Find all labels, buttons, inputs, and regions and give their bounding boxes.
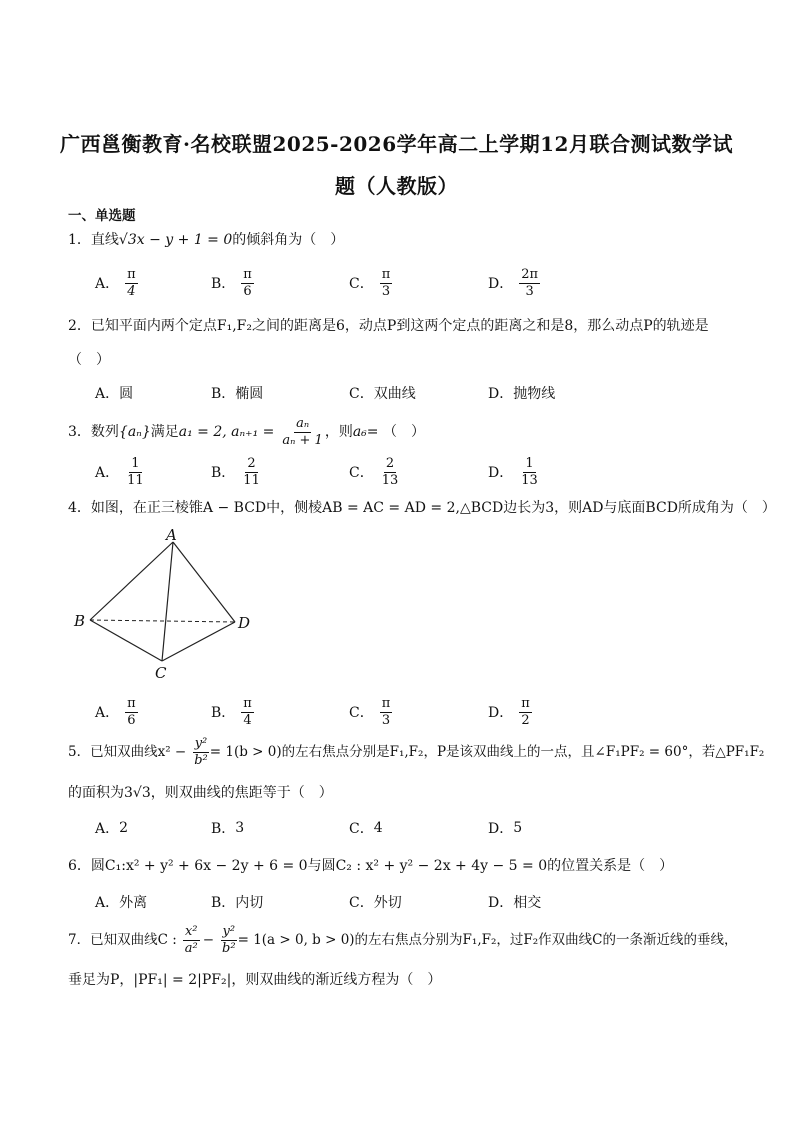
option-label: B． bbox=[211, 821, 236, 837]
denominator: 4 bbox=[127, 283, 136, 299]
denominator: 4 bbox=[243, 712, 252, 728]
numerator: π bbox=[521, 695, 530, 711]
q4-option-b[interactable] bbox=[211, 692, 254, 732]
q3-end: = （ ） bbox=[366, 424, 425, 440]
option-text: 3 bbox=[235, 820, 245, 836]
denominator: b² bbox=[194, 752, 208, 768]
q5-fraction bbox=[192, 736, 210, 769]
q7-text-b: = 1(a > 0, b > 0)的左右焦点分别为F₁,F₂，过F₂作双曲线C的一条渐近线的垂线， bbox=[237, 932, 738, 948]
fraction bbox=[380, 456, 401, 489]
denominator: 3 bbox=[525, 283, 534, 299]
q2-option-a[interactable] bbox=[95, 373, 133, 413]
option-label: B． bbox=[211, 386, 236, 402]
question-1 bbox=[68, 228, 728, 252]
q3-option-d[interactable] bbox=[488, 452, 540, 492]
option-text: 5 bbox=[513, 820, 523, 836]
q1-expression: √3x − y + 1 = 0 bbox=[118, 232, 233, 248]
question-4: 4．如图，在正三棱锥A − BCD中，侧棱AB = AC = AD = 2,△BCD边长为3，则AD与底面BCD所成角为（ ） bbox=[68, 500, 776, 516]
edge-bd-hidden bbox=[90, 620, 235, 622]
option-label: D． bbox=[488, 821, 514, 837]
option-label: A． bbox=[95, 276, 120, 292]
vertex-d-label: D bbox=[238, 614, 251, 632]
q7-text-a: 7．已知双曲线C : bbox=[68, 932, 177, 948]
denominator: 6 bbox=[243, 283, 252, 299]
option-label: A． bbox=[95, 465, 120, 481]
option-label: D． bbox=[488, 386, 514, 402]
q2-option-b[interactable] bbox=[211, 373, 263, 413]
option-label: A． bbox=[95, 895, 120, 911]
denominator: 13 bbox=[521, 472, 538, 488]
q2-option-d[interactable] bbox=[488, 373, 555, 413]
q3-expression: a₁ = 2, aₙ₊₁ = bbox=[178, 424, 275, 440]
numerator: 2 bbox=[385, 455, 395, 471]
option-text: 内切 bbox=[235, 895, 264, 911]
edge-cd bbox=[162, 622, 235, 661]
option-label: A． bbox=[95, 821, 120, 837]
fraction bbox=[519, 696, 532, 729]
denominator: aₙ + 1 bbox=[282, 432, 323, 448]
q2-option-c[interactable] bbox=[349, 373, 416, 413]
option-label: D． bbox=[488, 705, 514, 721]
numerator: y² bbox=[222, 923, 236, 939]
fraction bbox=[241, 696, 254, 729]
numerator: π bbox=[381, 266, 391, 282]
option-label: D． bbox=[488, 895, 514, 911]
option-text: 2 bbox=[119, 820, 129, 836]
edge-bc bbox=[90, 620, 162, 661]
question-3 bbox=[68, 414, 728, 450]
option-text: 4 bbox=[373, 820, 383, 836]
exam-title-line2: 题（人教版） bbox=[335, 174, 458, 198]
vertex-b-label: B bbox=[74, 612, 86, 630]
q5-text-b: = 1(b > 0)的左右焦点分别是F₁,F₂，P是该双曲线上的一点，且∠F₁PF₂ = 60°，若△PF₁F₂ bbox=[209, 744, 765, 760]
numerator: y² bbox=[194, 735, 208, 751]
fraction bbox=[380, 696, 393, 729]
q6-option-a[interactable] bbox=[95, 882, 147, 922]
option-text: 圆 bbox=[119, 386, 134, 402]
numerator: x² bbox=[184, 923, 198, 939]
option-label: C． bbox=[349, 705, 374, 721]
fraction bbox=[241, 267, 254, 300]
denominator: 6 bbox=[127, 712, 136, 728]
option-text: 外离 bbox=[119, 895, 148, 911]
fraction bbox=[380, 267, 393, 300]
numerator: π bbox=[381, 695, 391, 711]
option-label: C． bbox=[349, 821, 374, 837]
fraction bbox=[125, 456, 146, 489]
fraction bbox=[125, 696, 138, 729]
denominator: 11 bbox=[127, 472, 144, 488]
option-label: C． bbox=[349, 276, 374, 292]
q1-option-d[interactable] bbox=[488, 263, 540, 303]
denominator: a² bbox=[184, 940, 198, 956]
q5-option-a[interactable] bbox=[95, 808, 128, 848]
q6-option-b[interactable] bbox=[211, 882, 263, 922]
question-2-line1: 2．已知平面内两个定点F₁,F₂之间的距离是6，动点P到这两个定点的距离之和是8，那么动点P的轨迹是 bbox=[68, 318, 709, 334]
tetrahedron-figure bbox=[68, 528, 268, 683]
numerator: 2π bbox=[521, 266, 539, 282]
q1-option-c[interactable] bbox=[349, 263, 392, 303]
question-2-line2: （ ） bbox=[68, 352, 110, 368]
q1-option-b[interactable] bbox=[211, 263, 254, 303]
q6-option-c[interactable] bbox=[349, 882, 402, 922]
q3-option-b[interactable] bbox=[211, 452, 262, 492]
q1-option-a[interactable] bbox=[95, 263, 138, 303]
q3-sequence: {aₙ} bbox=[118, 424, 151, 440]
numerator: 1 bbox=[525, 455, 534, 471]
q3-text: 满足 bbox=[150, 424, 179, 440]
numerator: π bbox=[243, 266, 252, 282]
vertex-c-label: C bbox=[155, 664, 167, 682]
q5-option-b[interactable] bbox=[211, 808, 244, 848]
option-label: C． bbox=[349, 465, 374, 481]
q5-option-d[interactable] bbox=[488, 808, 522, 848]
question-5-line2: 的面积为3√3，则双曲线的焦距等于（ ） bbox=[68, 785, 333, 801]
denominator: b² bbox=[222, 940, 236, 956]
denominator: 11 bbox=[243, 472, 260, 488]
question-7-line2: 垂足为P，|PF₁| = 2|PF₂|，则双曲线的渐近线方程为（ ） bbox=[68, 972, 442, 988]
option-label: D． bbox=[488, 276, 514, 292]
q3-tail: ，则 bbox=[324, 424, 353, 440]
denominator: 3 bbox=[381, 283, 391, 299]
option-text: 椭圆 bbox=[235, 386, 264, 402]
question-7-line1 bbox=[68, 922, 738, 958]
denominator: 2 bbox=[521, 712, 530, 728]
numerator: π bbox=[127, 695, 136, 711]
denominator: 13 bbox=[381, 472, 399, 488]
option-label: D． bbox=[488, 465, 514, 481]
q3-option-a[interactable] bbox=[95, 452, 146, 492]
q3-target: a₆ bbox=[352, 424, 367, 440]
fraction bbox=[125, 267, 138, 300]
option-label: A． bbox=[95, 386, 120, 402]
q5-option-c[interactable] bbox=[349, 808, 383, 848]
question-6: 6．圆C₁:x² + y² + 6x − 2y + 6 = 0与圆C₂ : x² + y² − 2x + 4y − 5 = 0的位置关系是（ ） bbox=[68, 858, 674, 874]
vertex-a-label: A bbox=[166, 528, 177, 544]
option-label: B． bbox=[211, 895, 236, 911]
option-label: C． bbox=[349, 895, 374, 911]
option-text: 相交 bbox=[513, 895, 542, 911]
q7-fraction-2 bbox=[220, 924, 238, 957]
option-label: B． bbox=[211, 705, 236, 721]
option-label: B． bbox=[211, 465, 236, 481]
denominator: 3 bbox=[381, 712, 391, 728]
numerator: 2 bbox=[247, 455, 256, 471]
q5-text-a: 5．已知双曲线x² − bbox=[68, 744, 187, 760]
option-text: 抛物线 bbox=[513, 386, 556, 402]
q4-option-c[interactable] bbox=[349, 692, 392, 732]
option-label: A． bbox=[95, 705, 120, 721]
q1-number: 1．直线 bbox=[68, 232, 119, 248]
q3-option-c[interactable] bbox=[349, 452, 400, 492]
fraction bbox=[519, 267, 540, 300]
q3-fraction bbox=[280, 416, 324, 449]
numerator: 1 bbox=[131, 455, 140, 471]
q7-fraction-1 bbox=[183, 924, 200, 957]
edge-ab bbox=[90, 542, 173, 620]
edge-ad bbox=[173, 542, 235, 622]
option-text: 外切 bbox=[373, 895, 402, 911]
question-5-line1 bbox=[68, 734, 765, 770]
edge-ac bbox=[162, 542, 173, 661]
q1-text: 的倾斜角为（ ） bbox=[232, 232, 345, 248]
numerator: π bbox=[243, 695, 252, 711]
fraction bbox=[241, 456, 262, 489]
q6-option-d[interactable] bbox=[488, 882, 541, 922]
minus-sign: − bbox=[202, 932, 215, 948]
section-heading: 一、单选题 bbox=[68, 208, 136, 224]
q3-number: 3．数列 bbox=[68, 424, 119, 440]
q4-option-a[interactable] bbox=[95, 692, 138, 732]
option-label: B． bbox=[211, 276, 236, 292]
exam-title-line1: 广西邕衡教育·名校联盟2025-2026学年高二上学期12月联合测试数学试 bbox=[60, 132, 733, 156]
fraction bbox=[519, 456, 540, 489]
option-label: C． bbox=[349, 386, 374, 402]
numerator: aₙ bbox=[296, 415, 310, 431]
numerator: π bbox=[127, 266, 136, 282]
q4-option-d[interactable] bbox=[488, 692, 532, 732]
option-text: 双曲线 bbox=[373, 386, 416, 402]
